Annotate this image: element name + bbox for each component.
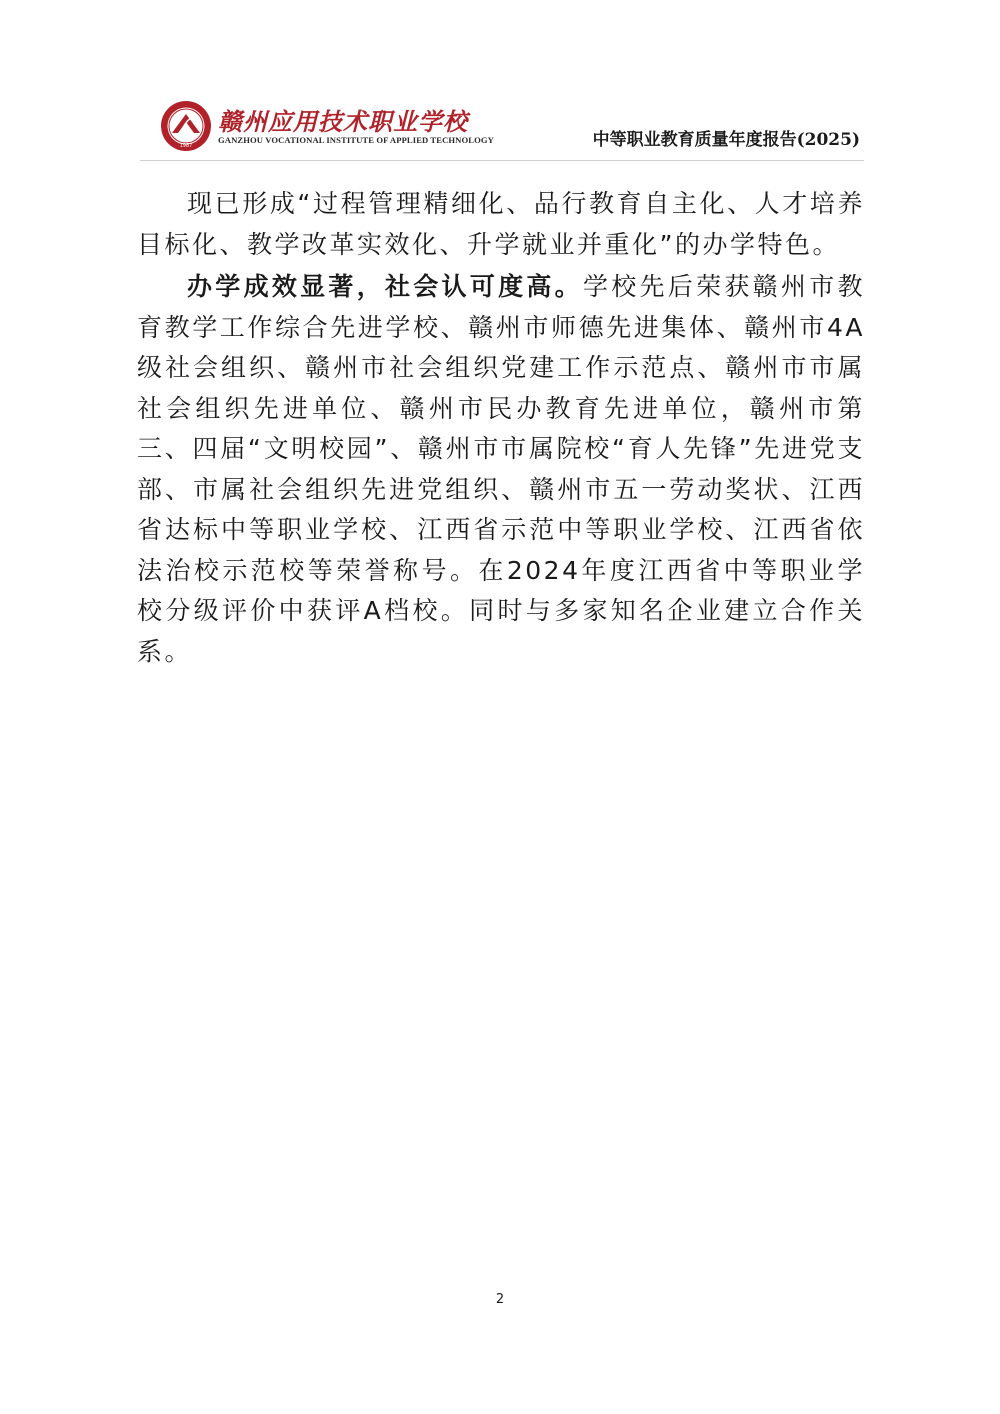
page-number: 2 bbox=[495, 1292, 505, 1307]
paragraph-achievements bbox=[137, 267, 865, 672]
report-title: 中等职业教育质量年度报告(2025) bbox=[592, 130, 860, 150]
document-body bbox=[137, 184, 865, 672]
paragraph-text: 学校先后荣获赣州市教育教学工作综合先进学校、赣州市师德先进集体、赣州市4A级社会组织、赣州市社会组织党建工作示范点、赣州市市属社会组织先进单位、赣州市民办教育先进单位，赣州市第三、四届“文明校园”、赣州市市属院校“育人先锋”先进党支部、市属社会组织先进党组织、赣州市五一劳动奖状、江西省达标中等职业学校、江西省示范中等职业学校、江西省依法治校示范校等荣誉称号。在2024年度江西省中等职业学校分级评价中获评A档校。同时与多家知名企业建立合作关系。 bbox=[137, 272, 865, 666]
page-header bbox=[0, 0, 1000, 160]
school-seal-icon bbox=[160, 100, 212, 152]
school-name-en: GANZHOU VOCATIONAL INSTITUTE OF APPLIED TECHNOLOGY bbox=[218, 135, 494, 145]
seal-year: 1987 bbox=[179, 143, 193, 149]
paragraph-features bbox=[137, 184, 865, 265]
header-divider bbox=[140, 160, 864, 161]
school-name-cn: 赣州应用技术职业学校 bbox=[218, 107, 468, 136]
school-logo bbox=[160, 100, 494, 160]
paragraph-text: 现已形成“过程管理精细化、品行教育自主化、人才培养目标化、教学改革实效化、升学就业并重化”的办学特色。 bbox=[137, 189, 865, 259]
paragraph-lead: 办学成效显著，社会认可度高。 bbox=[187, 272, 583, 301]
